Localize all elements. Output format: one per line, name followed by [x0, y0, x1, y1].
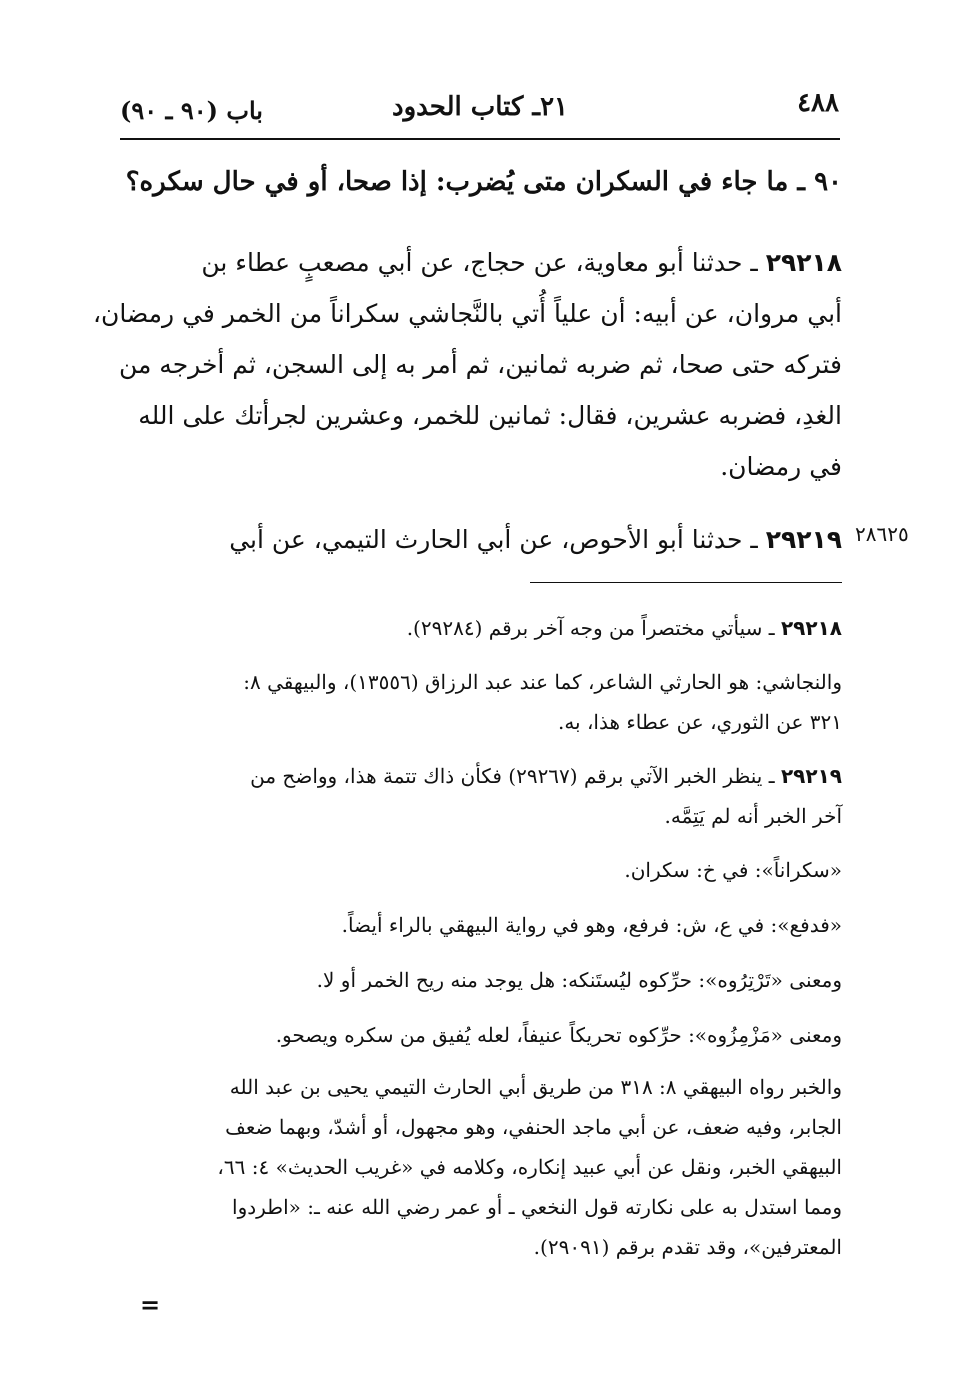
footnote-najashi [124, 662, 842, 742]
hadith-number: ٢٩٢١٩ [765, 525, 842, 554]
footnote-meaning-mazmizu [124, 1015, 842, 1055]
hadith-line: أبي مروان، عن أبيه: أن علياً أُتي بالنَّجاشي سكراناً من الخمر في رمضان، [92, 299, 842, 328]
section-heading: ٩٠ ـ ما جاء في السكران متى يُضرب: إذا صحا، أو في حال سكره؟ [125, 167, 842, 197]
hadith-number: ٢٩٢١٨ [765, 248, 842, 277]
footnote-takhrij [124, 1067, 842, 1267]
footnote-number: ٢٩٢١٩ [780, 764, 842, 788]
hadith-text: ـ حدثنا أبو الأحوص، عن أبي الحارث التيمي، عن أبي [229, 525, 758, 554]
footnote-line: ومعنى «مَزْمِزُوه»: حرِّكوه تحريكاً عنيفاً، لعله يُفيق من سكره ويصحو. [275, 1023, 842, 1047]
footnote-line: «فدفع»: في ع، ش: فرفع، وهو في رواية البيهقي بالراء أيضاً. [341, 913, 842, 937]
footnote-line: المعترفين»، وقد تقدم برقم (٢٩٠٩١). [533, 1235, 842, 1259]
header-divider [120, 138, 840, 140]
footnote-line: الجابر، وفيه ضعف، عن أبي ماجد الحنفي، وهو مجهول، أو أشدّ، وبهما ضعف [225, 1115, 842, 1139]
footnote-line: ٣٢١ عن الثوري، عن عطاء هذا، به. [557, 710, 842, 734]
margin-reference: ٢٨٦٢٥ [855, 522, 909, 546]
footnote-line [124, 608, 842, 648]
hadith-line [124, 237, 842, 288]
footnote-text: ـ سيأتي مختصراً من وجه آخر برقم (٢٩٢٨٤). [406, 616, 775, 640]
footnote-29218 [124, 608, 842, 648]
hadith-29219 [124, 514, 842, 565]
footnote-line: آخر الخبر أنه لم يَتِمَّه. [664, 804, 842, 828]
continuation-mark: = [140, 1290, 161, 1319]
footnote-number: ٢٩٢١٨ [780, 616, 842, 640]
footnote-line: «سكراناً»: في خ: سكران. [624, 858, 842, 882]
footnote-line [124, 756, 842, 796]
footnote-line: ومعنى «تَرْتِرُوه»: حرِّكوه ليُستَنكه: هل يوجد منه ريح الخمر أو لا. [316, 968, 842, 992]
hadith-line: في رمضان. [720, 452, 842, 481]
hadith-text: ـ حدثنا أبو معاوية، عن حجاج، عن أبي مصعبٍ عطاء بن [201, 248, 758, 277]
footnote-variant-fadafa [124, 905, 842, 945]
footnote-line: البيهقي الخبر، ونقل عن أبي عبيد إنكاره، وكلامه في «غريب الحديث» ٤: ٦٦، [217, 1155, 842, 1179]
chapter-label: باب (٩٠ ـ ٩٠) [120, 96, 263, 125]
footnote-divider [530, 582, 842, 583]
book-title: ٢١ـ كتاب الحدود [392, 92, 568, 122]
footnote-meaning-tartiru [124, 960, 842, 1000]
hadith-line [124, 514, 842, 565]
footnote-line: ومما استدل به على نكارته قول النخعي ـ أو عمر رضي الله عنه ـ: «اطردوا [232, 1195, 842, 1219]
page-number: ٤٨٨ [797, 88, 839, 118]
hadith-line: الغدِ، فضربه عشرين، فقال: ثمانين للخمر، وعشرين لجرأتك على الله [138, 401, 842, 430]
hadith-line: فتركه حتى صحا، ثم ضربه ثمانين، ثم أمر به إلى السجن، ثم أخرجه من [118, 350, 842, 379]
footnote-line: والخبر رواه البيهقي ٨: ٣١٨ من طريق أبي الحارث التيمي يحيى بن عبد الله [229, 1075, 842, 1099]
footnote-line: والنجاشي: هو الحارثي الشاعر، كما عند عبد الرزاق (١٣٥٥٦)، والبيهقي ٨: [243, 670, 842, 694]
footnote-text: ـ ينظر الخبر الآتي برقم (٢٩٢٦٧) فكأن ذاك تتمة هذا، وواضح من [250, 764, 775, 788]
footnote-variant-sakran [124, 850, 842, 890]
footnote-29219 [124, 756, 842, 836]
hadith-29218 [92, 237, 842, 492]
